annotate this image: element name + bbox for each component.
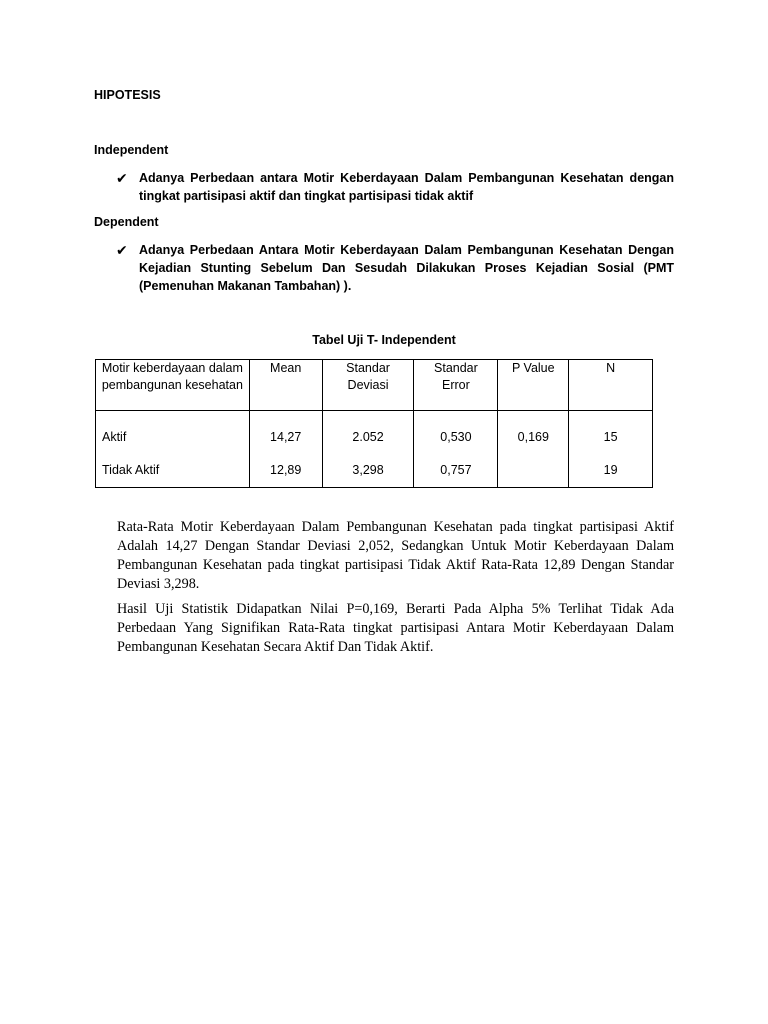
- row-label: Tidak Aktif: [96, 453, 250, 488]
- cell-std-dev: 2.052: [322, 411, 414, 454]
- table-row: [96, 453, 653, 488]
- cell-p-value: 0,169: [498, 411, 569, 454]
- header-variable: Motir keberdayaan dalam pembangunan kesehatan: [96, 360, 250, 411]
- dependent-hypothesis-item: [116, 241, 674, 295]
- header-p-value: P Value: [498, 360, 569, 411]
- cell-mean: 14,27: [249, 411, 322, 454]
- cell-std-error: 0,757: [414, 453, 498, 488]
- header-std-error: Standar Error: [414, 360, 498, 411]
- independent-heading: Independent: [94, 143, 169, 157]
- dependent-heading: Dependent: [94, 215, 159, 229]
- cell-std-dev: 3,298: [322, 453, 414, 488]
- result-paragraph-test: Hasil Uji Statistik Didapatkan Nilai P=0,169, Berarti Pada Alpha 5% Terlihat Tidak Ada Perbedaan Yang Signifikan Rata-Rata tingkat partisipasi Antara Motir Keberdayaan Dalam Pembangunan Kesehatan Secara Aktif Dan Tidak Aktif.: [117, 601, 674, 655]
- table-header-row: [96, 360, 653, 411]
- header-mean: Mean: [249, 360, 322, 411]
- dependent-hypothesis-text: Adanya Perbedaan Antara Motir Keberdayaan Dalam Pembangunan Kesehatan Dengan Kejadian Stunting Sebelum Dan Sesudah Dilakukan Proses Kejadian Sosial (PMT (Pemenuhan Makanan Tambahan) ).: [139, 243, 674, 293]
- header-std-dev: Standar Deviasi: [322, 360, 414, 411]
- check-mark-icon: ✔: [116, 170, 128, 186]
- cell-std-error: 0,530: [414, 411, 498, 454]
- cell-n: 19: [569, 453, 653, 488]
- row-label: Aktif: [96, 411, 250, 454]
- cell-mean: 12,89: [249, 453, 322, 488]
- cell-p-value: [498, 453, 569, 488]
- result-paragraph-means: Rata-Rata Motir Keberdayaan Dalam Pembangunan Kesehatan pada tingkat partisipasi Aktif Adalah 14,27 Dengan Standar Deviasi 2,052, Sedangkan Untuk Motir Keberdayaan Dalam Pembangunan Kesehatan pada tingkat partisipasi Tidak Aktif Rata-Rata 12,89 Dengan Standar Deviasi 3,298.: [117, 519, 674, 592]
- check-mark-icon: ✔: [116, 242, 128, 258]
- header-n: N: [569, 360, 653, 411]
- table-row: [96, 411, 653, 454]
- t-test-table: [95, 359, 653, 488]
- independent-hypothesis-item: [116, 169, 674, 205]
- independent-hypothesis-text: Adanya Perbedaan antara Motir Keberdayaan Dalam Pembangunan Kesehatan dengan tingkat partisipasi aktif dan tingkat partisipasi tidak aktif: [139, 171, 674, 203]
- cell-n: 15: [569, 411, 653, 454]
- table-caption: Tabel Uji T- Independent: [312, 333, 456, 347]
- page-title: HIPOTESIS: [94, 88, 161, 102]
